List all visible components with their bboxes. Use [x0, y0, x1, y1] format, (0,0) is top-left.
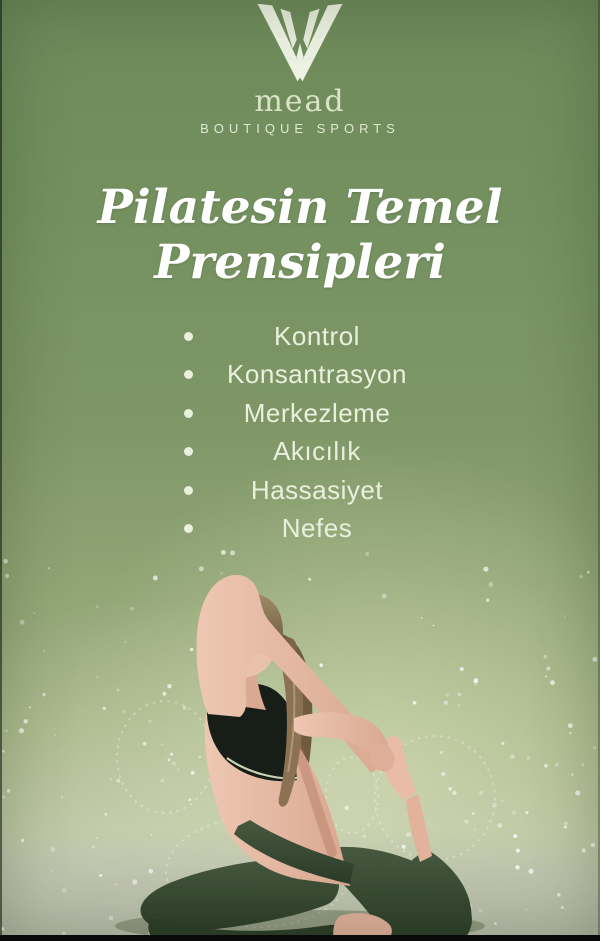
- bullet-icon: [184, 524, 193, 533]
- principle-label: Merkezleme: [243, 397, 391, 428]
- principle-label: Akıcılık: [273, 436, 361, 467]
- title-line-1: Pilatesin Temel: [97, 180, 503, 235]
- poster-title: [0, 180, 600, 290]
- left-edge-line: [0, 0, 2, 941]
- bullet-icon: [184, 370, 193, 379]
- principle-label: Kontrol: [274, 321, 360, 351]
- pose-photo: [90, 555, 520, 941]
- bullet-icon: [184, 486, 193, 495]
- brand-logo-winged-w-icon: [251, 0, 349, 86]
- principle-item: [34, 394, 600, 432]
- brand-tagline: BOUTIQUE SPORTS: [200, 121, 400, 136]
- principle-item: [34, 471, 600, 509]
- principle-label: Hassasiyet: [250, 474, 384, 505]
- principle-item: [34, 317, 600, 355]
- principle-item: [34, 509, 600, 547]
- bullet-icon: [184, 332, 193, 341]
- bullet-icon: [184, 409, 193, 418]
- title-line-2: Prensipleri: [154, 235, 446, 290]
- principle-label: Nefes: [281, 512, 353, 543]
- bullet-icon: [184, 447, 193, 456]
- principles-list: [34, 317, 600, 547]
- bottom-bar: [0, 935, 600, 941]
- principle-label: Konsantrasyon: [227, 359, 407, 390]
- principle-item: [34, 355, 600, 393]
- principle-item: [34, 432, 600, 470]
- brand-name: mead: [254, 84, 346, 119]
